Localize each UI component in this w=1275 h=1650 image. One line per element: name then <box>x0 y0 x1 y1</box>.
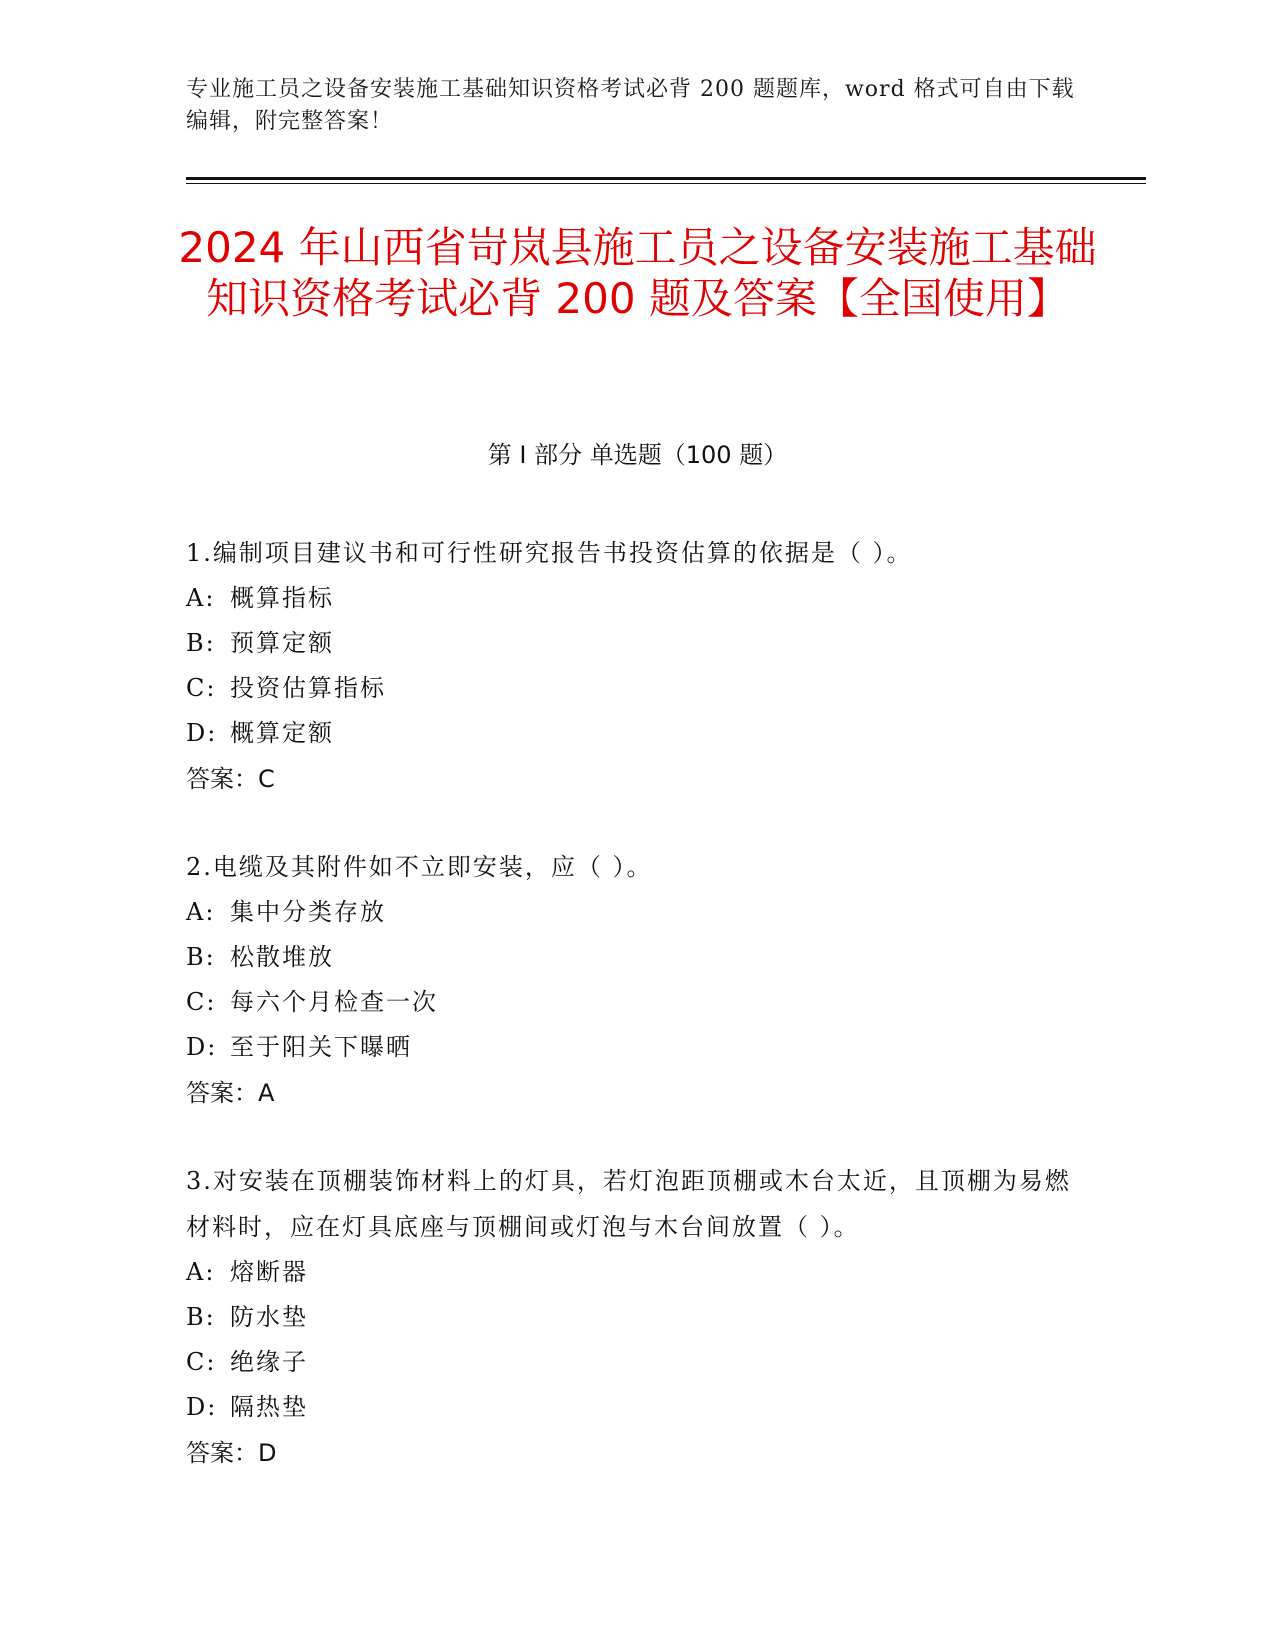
option-b <box>186 621 1076 666</box>
question-answer: 答案：A <box>186 1079 275 1107</box>
header-note: 专业施工员之设备安装施工基础知识资格考试必背 200 题题库，word 格式可自由下载编辑，附完整答案！ <box>186 77 1075 134</box>
option-d <box>186 1025 1076 1070</box>
option-text: 松散堆放 <box>230 943 334 971</box>
option-text: 概算定额 <box>230 719 334 747</box>
option-text: 集中分类存放 <box>230 898 386 926</box>
option-text: 绝缘子 <box>230 1348 308 1376</box>
option-b <box>186 1295 1076 1340</box>
option-text: 防水垫 <box>230 1303 308 1331</box>
option-letter: B: <box>186 629 216 657</box>
option-text: 熔断器 <box>230 1258 308 1286</box>
option-text: 概算指标 <box>230 584 334 612</box>
option-letter: B: <box>186 1303 216 1331</box>
option-letter: C: <box>186 988 217 1016</box>
option-a <box>186 1250 1076 1295</box>
question-answer: 答案：D <box>186 1439 277 1467</box>
option-text: 至于阳关下曝晒 <box>230 1033 412 1061</box>
question-stem: 1.编制项目建议书和可行性研究报告书投资估算的依据是（ ）。 <box>186 539 913 567</box>
option-text: 投资估算指标 <box>230 674 386 702</box>
option-letter: B: <box>186 943 216 971</box>
question-answer: 答案：C <box>186 765 275 793</box>
question-item <box>186 1158 1076 1476</box>
option-letter: D: <box>186 719 218 747</box>
option-text: 隔热垫 <box>230 1393 308 1421</box>
option-letter: A: <box>186 1258 216 1286</box>
question-stem: 3.对安装在顶棚装饰材料上的灯具，若灯泡距顶棚或木台太近，且顶棚为易燃材料时，应在灯具底座与顶棚间或灯泡与木台间放置（ ）。 <box>186 1167 1071 1241</box>
option-letter: D: <box>186 1033 218 1061</box>
option-c <box>186 980 1076 1025</box>
option-letter: A: <box>186 898 216 926</box>
option-letter: A: <box>186 584 216 612</box>
option-letter: D: <box>186 1393 218 1421</box>
option-c <box>186 666 1076 711</box>
question-list <box>186 530 1076 1518</box>
question-stem: 2.电缆及其附件如不立即安装，应（ ）。 <box>186 853 653 881</box>
option-text: 预算定额 <box>230 629 334 657</box>
option-d <box>186 711 1076 756</box>
document-title: 2024 年山西省岢岚县施工员之设备安装施工基础知识资格考试必背 200 题及答案【全国使用】 <box>178 223 1097 323</box>
option-b <box>186 935 1076 980</box>
header-divider-thin <box>186 183 1146 184</box>
option-text: 每六个月检查一次 <box>230 988 438 1016</box>
option-a <box>186 576 1076 621</box>
section-heading: 第 I 部分 单选题（100 题） <box>487 441 788 469</box>
question-item <box>186 530 1076 802</box>
option-c <box>186 1340 1076 1385</box>
option-a <box>186 890 1076 935</box>
question-item <box>186 844 1076 1116</box>
option-letter: C: <box>186 674 217 702</box>
option-d <box>186 1385 1076 1430</box>
option-letter: C: <box>186 1348 217 1376</box>
header-divider-thick <box>186 177 1146 180</box>
